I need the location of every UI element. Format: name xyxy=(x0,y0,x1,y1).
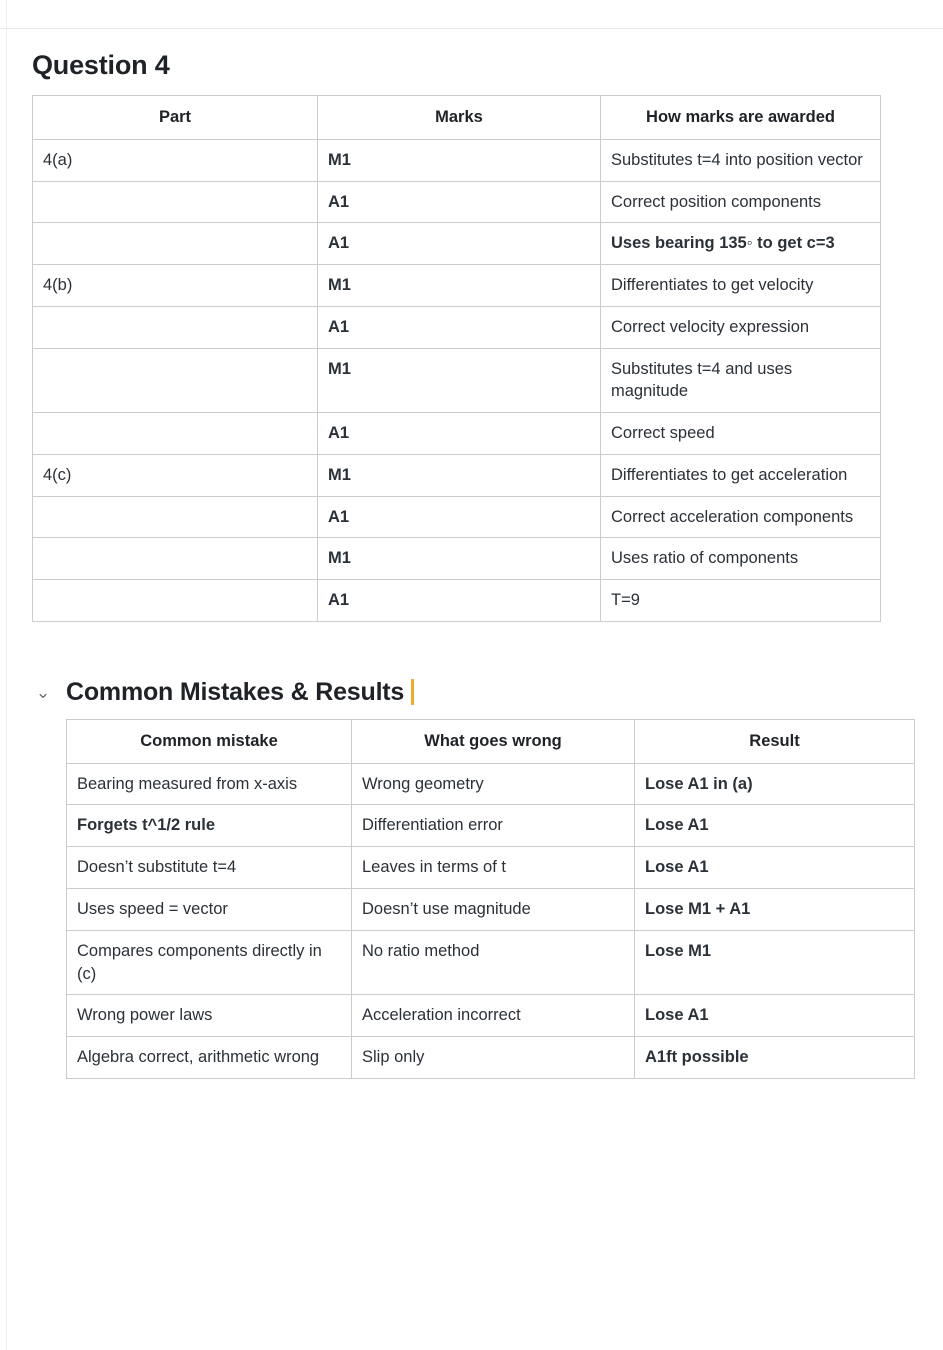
table-row xyxy=(67,995,915,1037)
table-row xyxy=(67,763,915,805)
cell-result: Lose A1 xyxy=(635,847,915,889)
table-row xyxy=(33,496,881,538)
cell-mistake: Bearing measured from x-axis xyxy=(67,763,352,805)
column-header-what-goes-wrong: What goes wrong xyxy=(352,719,635,763)
cell-mark: M1 xyxy=(318,265,601,307)
cell-part xyxy=(33,223,318,265)
cell-mark: A1 xyxy=(318,223,601,265)
cell-mark: M1 xyxy=(318,538,601,580)
cell-result: A1ft possible xyxy=(635,1037,915,1079)
cell-what-goes-wrong: Slip only xyxy=(352,1037,635,1079)
left-margin-rail xyxy=(0,0,7,1350)
cell-result: Lose A1 in (a) xyxy=(635,763,915,805)
cell-award: Uses ratio of components xyxy=(601,538,881,580)
table-row xyxy=(33,538,881,580)
cell-result: Lose M1 + A1 xyxy=(635,889,915,931)
cell-award: Correct acceleration components xyxy=(601,496,881,538)
cell-mark: A1 xyxy=(318,580,601,622)
cell-mistake: Uses speed = vector xyxy=(67,889,352,931)
cell-result: Lose A1 xyxy=(635,995,915,1037)
cell-award: Uses bearing 135◦ to get c=3 xyxy=(601,223,881,265)
text-cursor xyxy=(411,679,414,705)
cell-mistake: Doesn’t substitute t=4 xyxy=(67,847,352,889)
cell-part: 4(a) xyxy=(33,139,318,181)
cell-award: Correct position components xyxy=(601,181,881,223)
cell-part xyxy=(33,306,318,348)
table-row xyxy=(33,348,881,413)
marks-table xyxy=(32,95,881,622)
table-header-row xyxy=(33,96,881,140)
cell-what-goes-wrong: Doesn’t use magnitude xyxy=(352,889,635,931)
cell-part: 4(b) xyxy=(33,265,318,307)
cell-result: Lose M1 xyxy=(635,930,915,995)
cell-what-goes-wrong: Wrong geometry xyxy=(352,763,635,805)
cell-award: Differentiates to get velocity xyxy=(601,265,881,307)
table-row xyxy=(33,580,881,622)
table-row xyxy=(33,413,881,455)
cell-mark: M1 xyxy=(318,348,601,413)
cell-part xyxy=(33,413,318,455)
cell-what-goes-wrong: Differentiation error xyxy=(352,805,635,847)
table-row xyxy=(67,847,915,889)
cell-part xyxy=(33,181,318,223)
mistakes-table-wrapper xyxy=(32,719,883,1079)
section-title xyxy=(66,678,414,707)
chevron-down-icon[interactable]: ⌄ xyxy=(35,682,51,702)
section-header xyxy=(32,678,883,707)
page-title: Question 4 xyxy=(32,50,170,80)
column-header-award: How marks are awarded xyxy=(601,96,881,140)
table-header-row xyxy=(67,719,915,763)
table-row xyxy=(67,930,915,995)
cell-mistake: Forgets t^1/2 rule xyxy=(67,805,352,847)
cell-mark: M1 xyxy=(318,139,601,181)
cell-part xyxy=(33,348,318,413)
table-row xyxy=(33,223,881,265)
cell-mark: A1 xyxy=(318,413,601,455)
cell-mistake: Compares components directly in (c) xyxy=(67,930,352,995)
cell-part: 4(c) xyxy=(33,454,318,496)
cell-mark: M1 xyxy=(318,454,601,496)
column-header-mistake: Common mistake xyxy=(67,719,352,763)
table-row xyxy=(33,306,881,348)
cell-award: Substitutes t=4 into position vector xyxy=(601,139,881,181)
cell-award: Differentiates to get acceleration xyxy=(601,454,881,496)
cell-mark: A1 xyxy=(318,181,601,223)
column-header-marks: Marks xyxy=(318,96,601,140)
table-row xyxy=(67,889,915,931)
cell-mistake: Wrong power laws xyxy=(67,995,352,1037)
table-row xyxy=(67,1037,915,1079)
top-divider xyxy=(0,28,943,29)
common-mistakes-table xyxy=(66,719,915,1079)
cell-part xyxy=(33,496,318,538)
cell-award: Correct speed xyxy=(601,413,881,455)
table-row xyxy=(33,265,881,307)
cell-what-goes-wrong: Leaves in terms of t xyxy=(352,847,635,889)
cell-mark: A1 xyxy=(318,496,601,538)
cell-result: Lose A1 xyxy=(635,805,915,847)
section-spacer xyxy=(32,622,883,678)
cell-part xyxy=(33,538,318,580)
section-title-text: Common Mistakes & Results xyxy=(66,677,405,706)
table-row xyxy=(33,139,881,181)
column-header-result: Result xyxy=(635,719,915,763)
cell-mark: A1 xyxy=(318,306,601,348)
cell-part xyxy=(33,580,318,622)
table-row xyxy=(33,181,881,223)
column-header-part: Part xyxy=(33,96,318,140)
cell-what-goes-wrong: No ratio method xyxy=(352,930,635,995)
cell-award: Substitutes t=4 and uses magnitude xyxy=(601,348,881,413)
cell-award: Correct velocity expression xyxy=(601,306,881,348)
cell-award: T=9 xyxy=(601,580,881,622)
table-row xyxy=(33,454,881,496)
table-row xyxy=(67,805,915,847)
cell-what-goes-wrong: Acceleration incorrect xyxy=(352,995,635,1037)
cell-mistake: Algebra correct, arithmetic wrong xyxy=(67,1037,352,1079)
